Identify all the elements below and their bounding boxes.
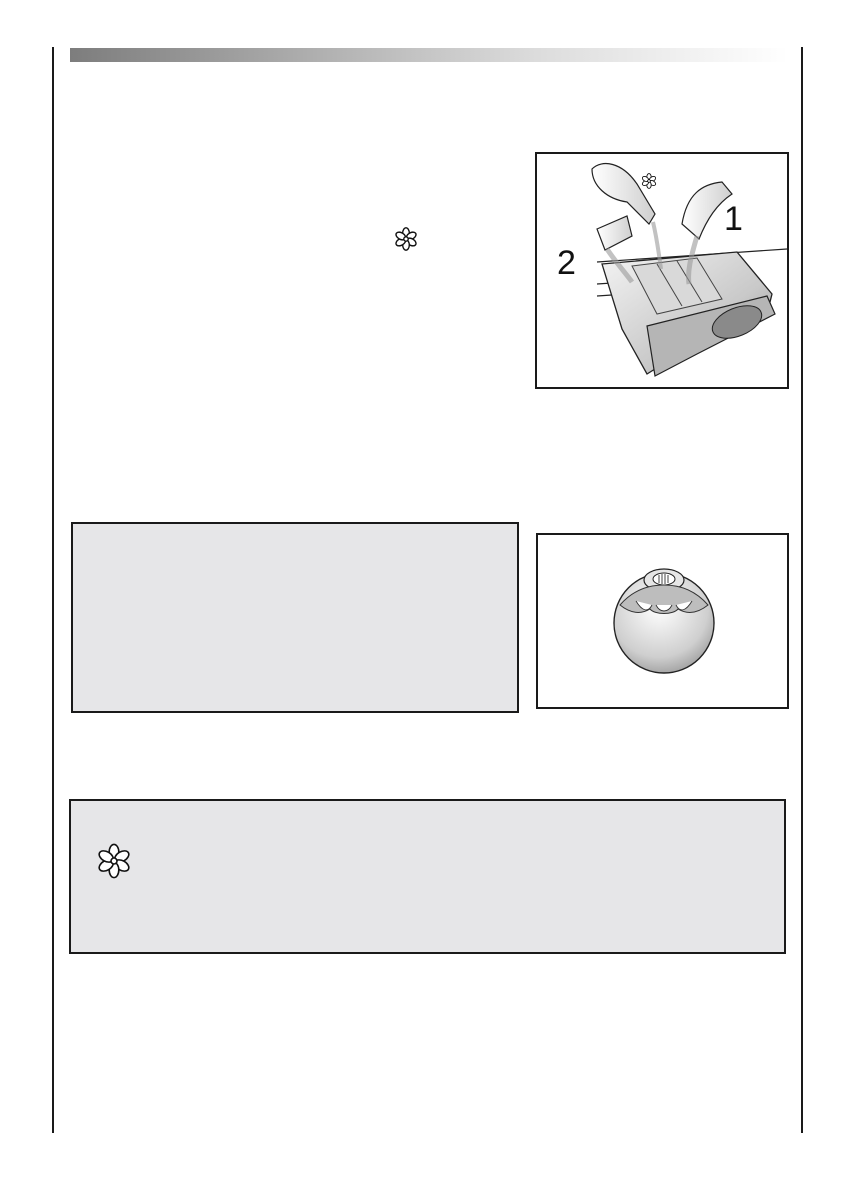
note-box-lower	[69, 799, 786, 954]
flower-icon	[95, 842, 133, 880]
compartment-label-2: 2	[557, 244, 576, 282]
detergent-drawer-figure	[535, 152, 789, 389]
page-right-rule	[801, 47, 803, 1133]
dosing-ball-figure	[536, 533, 789, 709]
dosing-ball-icon	[538, 535, 787, 707]
page-left-rule	[52, 47, 54, 1133]
compartment-label-1: 1	[724, 200, 743, 238]
header-gradient-bar	[70, 48, 788, 62]
note-box-upper	[71, 522, 519, 713]
flower-icon	[393, 226, 419, 252]
